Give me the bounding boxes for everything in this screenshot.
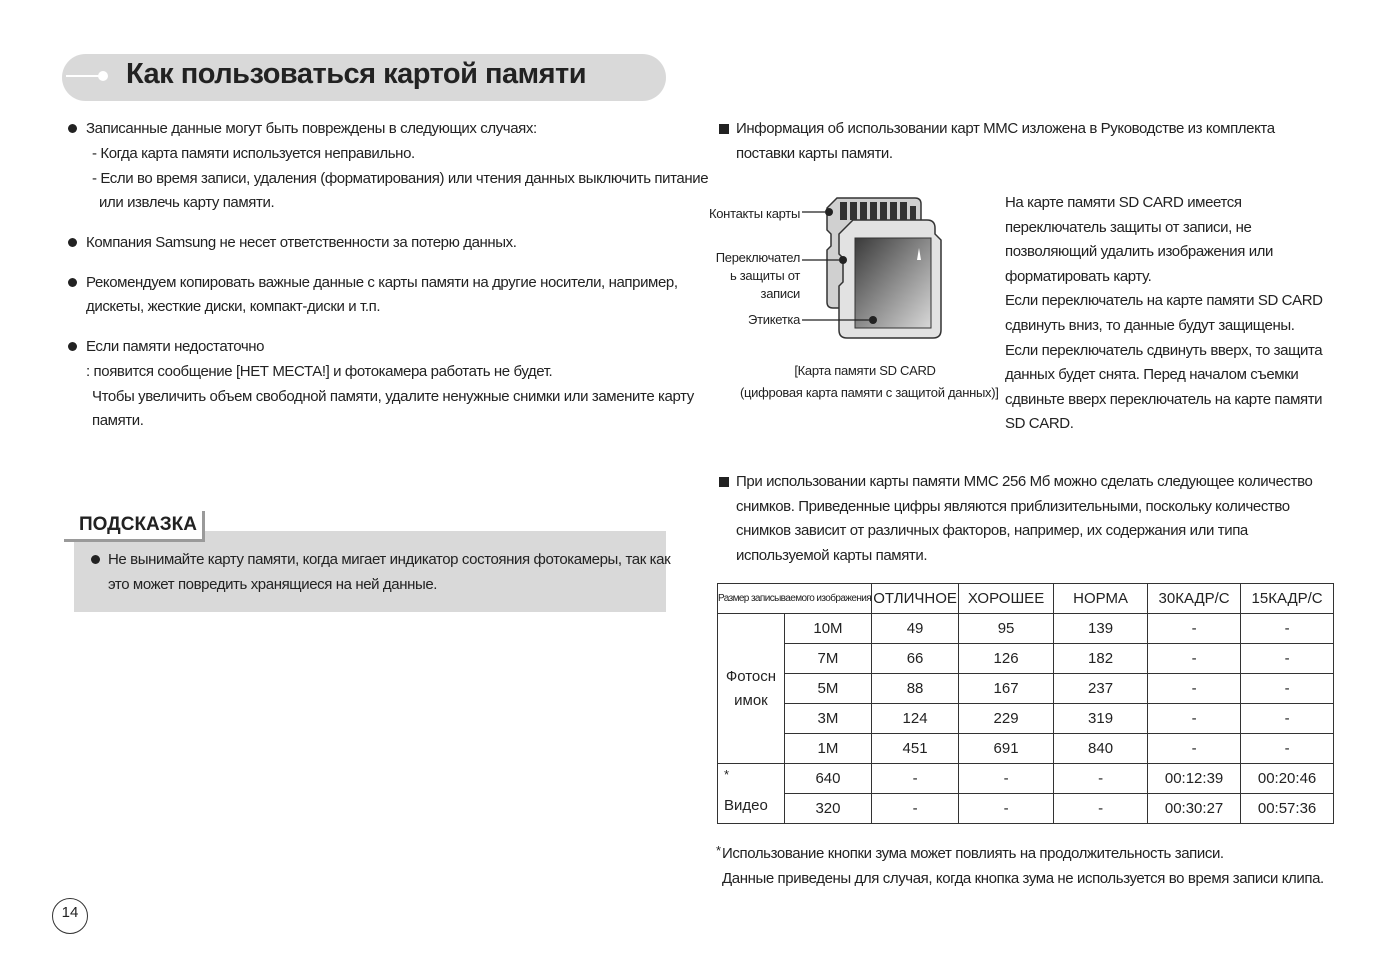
table-cell: 451 [872, 734, 959, 764]
table-row [718, 614, 1334, 644]
table-header-row [718, 584, 1334, 614]
count-line: снимков зависит от различных факторов, например, их содержания или типа [736, 522, 1248, 539]
bullet-icon [68, 124, 77, 133]
table-cell: 00:20:46 [1241, 764, 1334, 794]
table-cell: 229 [959, 704, 1054, 734]
table-cell: - [1148, 674, 1241, 704]
table-cell: 00:57:36 [1241, 794, 1334, 824]
table-cell: - [1054, 764, 1148, 794]
table-cell: - [1148, 704, 1241, 734]
count-line: снимков. Приведенные цифры являются приблизительными, поскольку количество [736, 498, 1290, 515]
table-cell: 95 [959, 614, 1054, 644]
table-cell: 00:12:39 [1148, 764, 1241, 794]
photo-group-cell [718, 614, 785, 764]
hint-line-2: это может повредить хранящиеся на ней данные. [108, 576, 438, 593]
table-cell: - [1241, 674, 1334, 704]
table-cell: - [1241, 734, 1334, 764]
table-cell: 126 [959, 644, 1054, 674]
sd-text-line: позволяющий удалить изображения или [1005, 243, 1274, 260]
table-cell: 237 [1054, 674, 1148, 704]
photo-group-label-1: Фотосн [725, 667, 777, 685]
count-line: используемой карты памяти. [736, 547, 928, 564]
table-cell: 124 [872, 704, 959, 734]
table-cell: 319 [1054, 704, 1148, 734]
sd-text-line: сдвиньте вверх переключатель на карте памяти [1005, 391, 1323, 408]
bullet-1-sub-2a: - Если во время записи, удаления (форматирования) или чтения данных выключить питание [92, 170, 709, 187]
table-cell: 182 [1054, 644, 1148, 674]
video-footnote-star: * [724, 766, 730, 782]
table-row [718, 644, 1334, 674]
label-switch-3: записи [760, 286, 800, 301]
table-row [718, 794, 1334, 824]
table-cell: - [1241, 614, 1334, 644]
table-cell: 00:30:27 [1148, 794, 1241, 824]
count-line: При использовании карты памяти MMC 256 Мб можно сделать следующее количество [736, 473, 1313, 490]
title-decoration-line [66, 75, 102, 77]
sd-text-line: Если переключатель сдвинуть вверх, то защита [1005, 342, 1323, 359]
table-header-cell: Размер записываемого изображения [718, 584, 872, 614]
sd-text-line: Если переключатель на карте памяти SD CARD [1005, 292, 1323, 309]
table-row [718, 674, 1334, 704]
sd-text-line: переключатель защиты от записи, не [1005, 219, 1252, 236]
table-header-cell: ХОРОШЕЕ [959, 584, 1054, 614]
table-cell: 49 [872, 614, 959, 644]
page-title: Как пользоваться картой памяти [126, 58, 587, 90]
footnote-line-1: Использование кнопки зума может повлиять на продолжительность записи. [722, 845, 1224, 862]
bullet-icon [91, 555, 100, 564]
video-group-cell [718, 764, 785, 824]
bullet-4-text: Если памяти недостаточно [86, 338, 265, 355]
label-switch-2: ь защиты от [729, 268, 800, 283]
bullet-icon [68, 238, 77, 247]
table-cell: - [872, 764, 959, 794]
table-cell: - [1148, 644, 1241, 674]
sd-card-illustration [795, 190, 955, 350]
table-cell: - [1148, 614, 1241, 644]
title-decoration-dot [98, 71, 108, 81]
table-cell: 139 [1054, 614, 1148, 644]
footnote-line-2: Данные приведены для случая, когда кнопка зума не используется во время записи клипа. [722, 870, 1324, 887]
table-cell: - [872, 794, 959, 824]
label-contacts: Контакты карты [708, 206, 800, 221]
bullet-1-text: Записанные данные могут быть повреждены в следующих случаях: [86, 120, 537, 137]
table-cell: - [1148, 734, 1241, 764]
table-cell: 1M [784, 734, 871, 764]
table-header-cell: 15КАДР/С [1241, 584, 1334, 614]
hint-line-1: Не вынимайте карту памяти, когда мигает индикатор состояния фотокамеры, так как [108, 551, 671, 568]
page-number: 14 [61, 904, 79, 921]
table-cell: 840 [1054, 734, 1148, 764]
figure-caption-1: [Карта памяти SD CARD [794, 363, 936, 378]
table-cell: 691 [959, 734, 1054, 764]
mmc-info-line-2: поставки карты памяти. [736, 145, 893, 162]
table-cell: 88 [872, 674, 959, 704]
table-row [718, 704, 1334, 734]
bullet-2-text: Компания Samsung не несет ответственности за потерю данных. [86, 234, 517, 251]
bullet-4-line-1: : появится сообщение [НЕТ МЕСТА!] и фотокамера работать не будет. [86, 363, 553, 380]
sd-text-line: На карте памяти SD CARD имеется [1005, 194, 1242, 211]
label-etiketka: Этикетка [748, 312, 800, 327]
bullet-3-text-b: дискеты, жесткие диски, компакт-диски и т.п. [86, 298, 381, 315]
sd-text-line: форматировать карту. [1005, 268, 1152, 285]
video-group-label: Видео [724, 796, 768, 814]
table-cell: - [959, 764, 1054, 794]
capacity-table [717, 583, 1334, 824]
table-cell: - [1241, 644, 1334, 674]
table-cell: - [1054, 794, 1148, 824]
table-cell: 66 [872, 644, 959, 674]
sd-text-line: SD CARD. [1005, 415, 1074, 432]
sd-text-line: сдвинуть вниз, то данные будут защищены. [1005, 317, 1295, 334]
table-cell: 167 [959, 674, 1054, 704]
table-header-cell: ОТЛИЧНОЕ [872, 584, 959, 614]
table-cell: 7M [784, 644, 871, 674]
table-row [718, 764, 1334, 794]
bullet-4-line-3: памяти. [92, 412, 144, 429]
label-switch-1: Переключател [715, 250, 800, 265]
table-header-cell: 30КАДР/С [1148, 584, 1241, 614]
table-cell: 3M [784, 704, 871, 734]
sd-text-line: данных будет снята. Перед началом съемки [1005, 366, 1299, 383]
bullet-4-line-2: Чтобы увеличить объем свободной памяти, удалите ненужные снимки или замените карту [92, 388, 694, 405]
table-cell: 320 [784, 794, 871, 824]
footnote-star: * [716, 843, 721, 858]
table-row [718, 734, 1334, 764]
bullet-icon [68, 278, 77, 287]
table-header-cell: НОРМА [1054, 584, 1148, 614]
bullet-icon [68, 342, 77, 351]
table-cell: 10M [784, 614, 871, 644]
square-bullet-icon [719, 124, 729, 134]
table-cell: 640 [784, 764, 871, 794]
bullet-1-sub-2b: или извлечь карту памяти. [99, 194, 275, 211]
hint-title: ПОДСКАЗКА [79, 514, 197, 535]
table-cell: 5M [784, 674, 871, 704]
table-cell: - [1241, 704, 1334, 734]
figure-caption-2: (цифровая карта памяти с защитой данных)] [740, 385, 999, 400]
mmc-info-line-1: Информация об использовании карт MMC изложена в Руководстве из комплекта [736, 120, 1275, 137]
square-bullet-icon [719, 477, 729, 487]
bullet-1-sub-1: - Когда карта памяти используется неправильно. [92, 145, 415, 162]
photo-group-label-2: имок [734, 691, 768, 709]
table-cell: - [959, 794, 1054, 824]
bullet-3-text-a: Рекомендуем копировать важные данные с карты памяти на другие носители, например, [86, 274, 678, 291]
